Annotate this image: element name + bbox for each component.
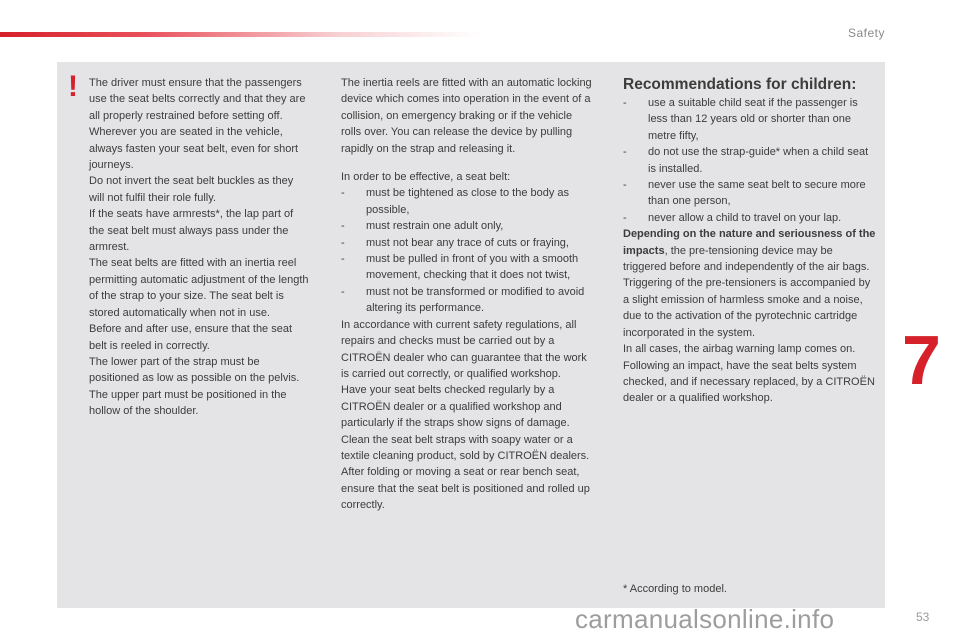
warning-paragraph: The upper part must be positioned in the hollow of the shoulder. [89,388,287,418]
section-title: Safety [847,26,885,40]
chapter-number: 7 [902,321,941,399]
children-column [623,75,878,407]
list-item: - must be tightened as close to the body as possible, [341,187,570,216]
check-paragraph: Have your seat belts checked regularly by a CITROËN dealer or a qualified workshop and particularly if the straps show signs of damage. [341,384,570,430]
warning-paragraph: If the seats have armrests*, the lap part of the seat belt must always pass under the armrest. [89,208,294,254]
effective-lead: In order to be effective, a seat belt: [341,171,511,184]
exclamation-icon: ! [68,70,78,103]
regulations-paragraph: In accordance with current safety regulations, all repairs and checks must be carried out by a CITROËN dealer who can guarantee that the work is carried out correctly, or qualified workshop. [341,318,587,380]
list-item: - must not bear any trace of cuts or fraying, [341,236,569,249]
following-paragraph: Following an impact, have the seat belts system checked, and if necessary replaced, by a CITROËN dealer or a qualified workshop. [623,359,875,405]
fold-paragraph: After folding or moving a seat or rear bench seat, ensure that the seat belt is positioned and rolled up correctly. [341,466,590,512]
page-number: 53 [916,610,930,624]
seat-belt-column [341,75,593,514]
warning-paragraph: The seat belts are fitted with an inertia reel permitting automatic adjustment of the length of the strap to your size. The seat belt is stored automatically when not in use. [89,257,309,319]
footnote: * According to model. [623,583,727,595]
recommendations-title: Recommendations for children: [623,76,857,93]
airbag-paragraph: In all cases, the airbag warning lamp comes on. [623,343,856,356]
pretensioner-paragraph: Depending on the nature and seriousness of the impacts, the pre-tensioning device may be triggered before and independently of the air bags. Triggering of the pre-tensioners is accompanied by a slight emission of harmless smoke and a noise, due to the activation of the pyrotechnic cartridge incorporated in the system. [623,228,876,339]
list-item: - must restrain one adult only, [341,220,504,233]
warning-paragraph: The lower part of the strap must be positioned as low as possible on the pelvis. [89,355,300,385]
list-item: - do not use the strap-guide* when a child seat is installed. [623,146,869,175]
list-item: - never allow a child to travel on your lap. [623,211,842,224]
watermark: carmanualsonline.info [575,604,835,634]
list-item: - use a suitable child seat if the passenger is less than 12 years old or shorter than one metre fifty, [623,97,858,142]
list-item: - must not be transformed or modified to avoid altering its performance. [341,285,585,315]
warning-column [89,75,311,420]
warning-paragraph: Before and after use, ensure that the seat belt is reeled in correctly. [89,323,293,352]
inertia-reel-paragraph: The inertia reels are fitted with an automatic locking device which comes into operation in the event of a collision, on emergency braking or if the vehicle rolls over. You can release the device by pulling rapidly on the strap and releasing it. [341,77,592,155]
warning-paragraph: Wherever you are seated in the vehicle, always fasten your seat belt, even for short journeys. [89,126,299,172]
clean-paragraph: Clean the seat belt straps with soapy water or a textile cleaning product, sold by CITROËN dealers. [341,433,590,462]
list-item: - must be pulled in front of you with a smooth movement, checking that it does not twist, [341,253,579,282]
warning-paragraph: Do not invert the seat belt buckles as they will not fulfil their role fully. [89,175,294,204]
header-accent-bar [0,32,480,37]
list-item: - never use the same seat belt to secure more than one person, [623,179,866,208]
warning-paragraph: The driver must ensure that the passengers use the seat belts correctly and that they are all properly restrained before setting off. [89,77,306,122]
